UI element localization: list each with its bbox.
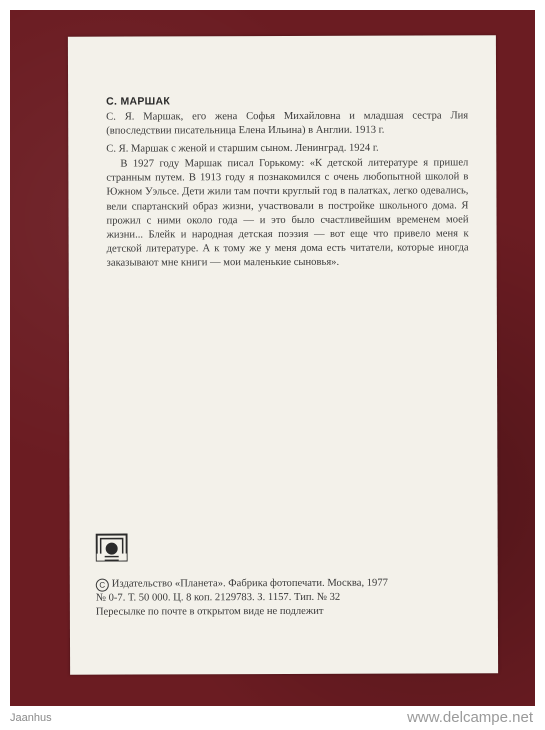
copyright-icon: С <box>96 579 109 592</box>
planeta-logo-icon <box>96 534 128 562</box>
seller-watermark: Jaanhus <box>10 712 52 724</box>
imprint-block <box>96 576 476 619</box>
imprint-line-2: № 0-7. Т. 50 000. Ц. 8 коп. 2129783. З. 1157. Тип. № 32 <box>95 591 341 604</box>
card-title: С. МАРШАК <box>106 95 171 108</box>
caption-2: С. Я. Маршак с женой и старшим сыном. Ленинград. 1924 г. <box>106 142 379 155</box>
site-watermark: www.delcampe.net <box>407 709 533 726</box>
postcard-back <box>68 35 498 674</box>
imprint-line-3: Пересылке по почте в открытом виде не подлежит <box>95 605 324 618</box>
body-text: В 1927 году Маршак писал Горькому: «К детской литературе я пришел странным путем. В 1913 году я познакомился с очень любопытной школой в Южном Уэльсе. Дети жили там почти круглый год в палатках, легко одевались, вели спартанский образ жизни, участвовали в постройке школьного дома. Я прожил с ними около года — и это было счастливейшим временем моей жизни... Блейк и народная детская поэзия — вот еще что привело меня к детской литературе. А к тому же у меня дома есть читатели, которые иногда заказывают мне книги — мои маленькие сыновья». <box>106 157 469 270</box>
imprint-line-1: С Издательство «Планета». Фабрика фотопечати. Москва, 1977 <box>96 576 476 591</box>
caption-1: С. Я. Маршак, его жена Софья Михайловна и младшая сестра Лия (впоследствии писательница Елена Ильина) в Англии. 1913 г. <box>106 110 469 137</box>
